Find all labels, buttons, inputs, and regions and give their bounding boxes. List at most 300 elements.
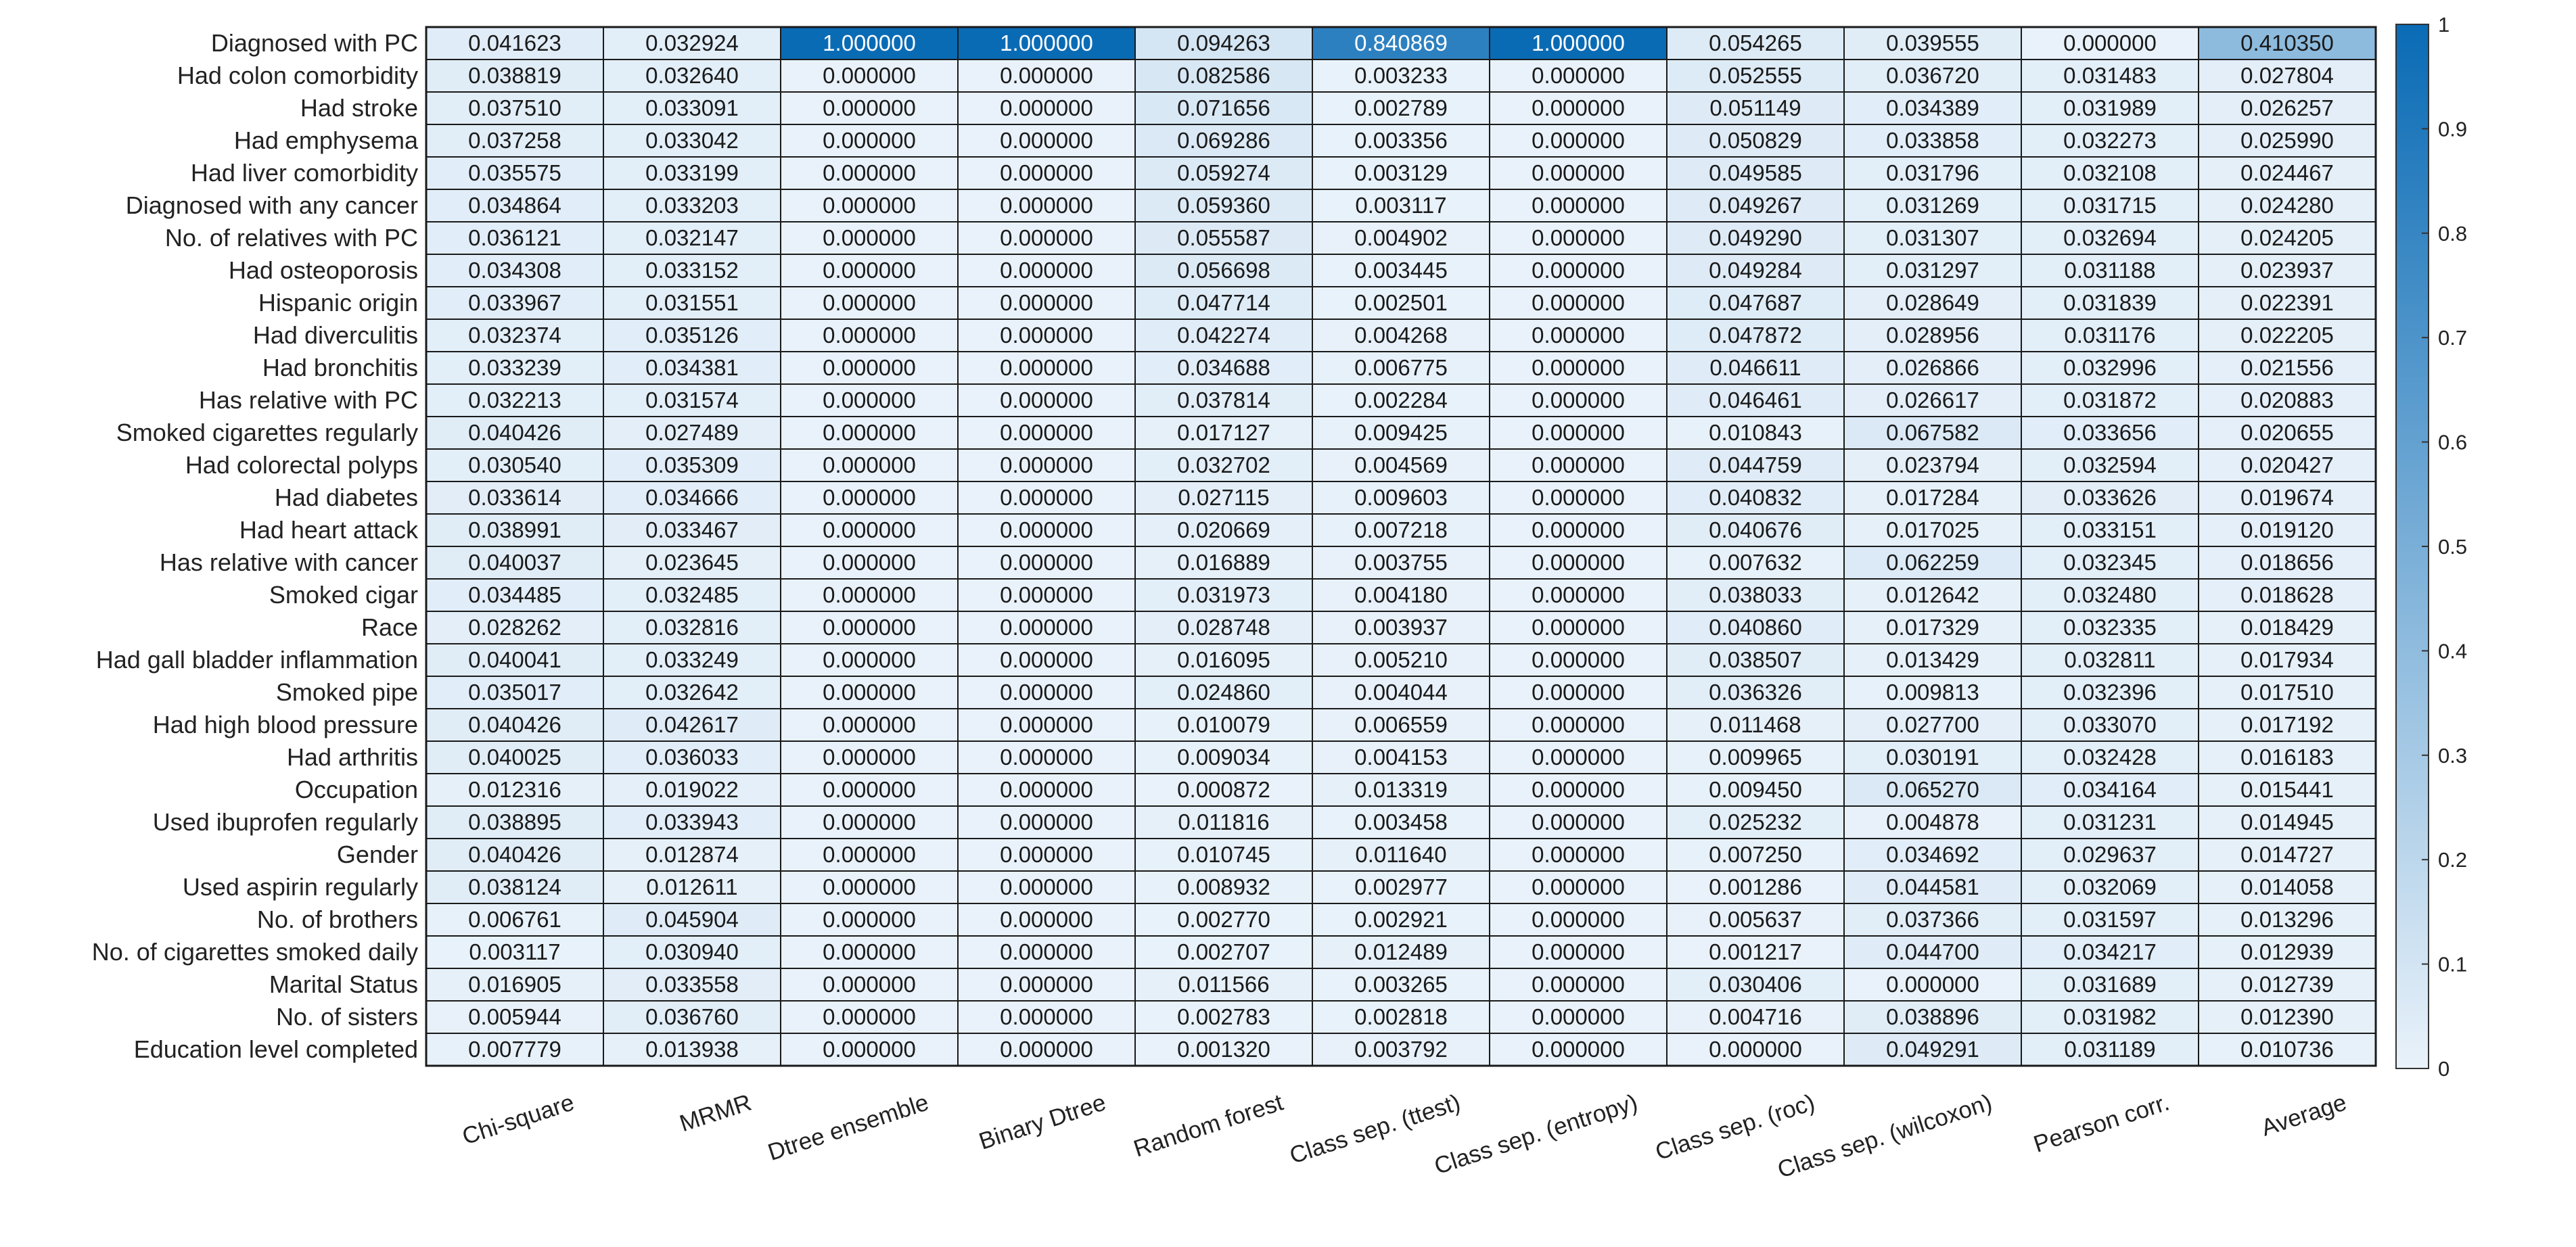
cell-value-label: 0.013429 — [1886, 647, 1979, 672]
cell-value-label: 0.015441 — [2240, 777, 2334, 802]
cell-value-label: 0.033656 — [2063, 420, 2157, 445]
colorbar-tick-label: 0.9 — [2438, 117, 2468, 141]
cell-value-label: 0.000000 — [823, 193, 916, 218]
cell-value-label: 0.011566 — [1178, 972, 1270, 997]
colorbar-tick-label: 0.1 — [2438, 952, 2468, 977]
cell-value-label: 0.013319 — [1354, 777, 1448, 802]
cell-value-label: 0.071656 — [1177, 95, 1270, 120]
column-label: Class sep. (entropy) — [1431, 1089, 1641, 1180]
cell-value-label: 0.026617 — [1886, 387, 1979, 413]
cell-value-label: 0.040426 — [468, 712, 561, 737]
cell-value-label: 1.000000 — [823, 30, 916, 55]
cell-value-label: 0.000000 — [1532, 420, 1625, 445]
cell-value-label: 0.026257 — [2240, 95, 2334, 120]
row-label: Had diabetes — [274, 484, 418, 511]
cell-value-label: 0.000000 — [1000, 95, 1093, 120]
cell-value-label: 0.034864 — [468, 193, 561, 218]
cell-value-label: 0.059360 — [1177, 193, 1270, 218]
cell-value-label: 0.012489 — [1354, 939, 1448, 964]
cell-value-label: 0.036121 — [468, 225, 561, 250]
cell-value-label: 0.000000 — [1000, 680, 1093, 705]
cell-value-label: 0.033558 — [645, 972, 739, 997]
cell-value-label: 0.038991 — [468, 517, 561, 542]
cell-value-label: 0.013296 — [2240, 907, 2334, 932]
cell-value-label: 0.094263 — [1177, 30, 1270, 55]
cell-value-label: 0.046611 — [1709, 355, 1801, 380]
cell-value-label: 0.023794 — [1886, 452, 1979, 477]
colorbar-tick-label: 0.6 — [2438, 430, 2468, 454]
cell-value-label: 0.032811 — [2064, 647, 2156, 672]
cell-value-label: 0.000000 — [1532, 680, 1625, 705]
cell-value-label: 0.033467 — [645, 517, 739, 542]
cell-value-label: 0.023937 — [2240, 258, 2334, 283]
cell-value-label: 0.002284 — [1354, 387, 1448, 413]
cell-value-label: 1.000000 — [1532, 30, 1625, 55]
column-label: Class sep. (roc) — [1652, 1089, 1818, 1166]
cell-value-label: 0.006559 — [1354, 712, 1448, 737]
cell-value-label: 0.000000 — [1532, 582, 1625, 607]
row-label: Marital Status — [269, 970, 418, 998]
cell-value-label: 0.004153 — [1354, 745, 1448, 770]
cell-value-label: 0.036720 — [1886, 63, 1979, 88]
row-label: Had colorectal polyps — [185, 451, 418, 479]
cell-value-label: 0.028262 — [468, 615, 561, 640]
cell-value-label: 0.017510 — [2240, 680, 2334, 705]
cell-value-label: 0.040676 — [1709, 517, 1802, 542]
cell-value-label: 0.034308 — [468, 258, 561, 283]
cell-value-label: 0.009813 — [1886, 680, 1979, 705]
cell-value-label: 0.004716 — [1709, 1004, 1802, 1029]
row-label: Has relative with PC — [198, 386, 418, 414]
cell-value-label: 0.000000 — [823, 355, 916, 380]
cell-value-label: 0.021556 — [2240, 355, 2334, 380]
cell-value-label: 0.032374 — [468, 323, 561, 348]
cell-value-label: 0.000000 — [1532, 128, 1625, 153]
cell-value-label: 0.000000 — [1000, 193, 1093, 218]
cell-value-label: 0.031297 — [1886, 258, 1979, 283]
colorbar-tick-label: 0.2 — [2438, 848, 2468, 872]
cell-value-label: 0.000000 — [1532, 712, 1625, 737]
cell-value-label: 0.032069 — [2063, 874, 2157, 899]
cell-value-label: 0.004180 — [1354, 582, 1448, 607]
cell-value-label: 0.038033 — [1709, 582, 1802, 607]
cell-value-label: 0.000000 — [1532, 972, 1625, 997]
column-label: Binary Dtree — [975, 1089, 1109, 1155]
cell-value-label: 0.033239 — [468, 355, 561, 380]
cell-value-label: 0.005210 — [1354, 647, 1448, 672]
cell-value-label: 0.049290 — [1709, 225, 1802, 250]
cell-value-label: 0.054265 — [1709, 30, 1802, 55]
heatmap-grid — [426, 27, 2376, 1066]
cell-value-label: 0.037814 — [1177, 387, 1270, 413]
cell-value-label: 0.027804 — [2240, 63, 2334, 88]
cell-value-label: 0.031597 — [2063, 907, 2157, 932]
cell-value-label: 0.000000 — [1000, 777, 1093, 802]
colorbar — [2396, 13, 2467, 1081]
cell-value-label: 0.003117 — [1355, 193, 1447, 218]
cell-value-label: 0.031483 — [2063, 63, 2157, 88]
cell-value-label: 0.000000 — [1532, 1037, 1625, 1062]
cell-value-label: 0.004044 — [1354, 680, 1448, 705]
cell-value-label: 0.034164 — [2063, 777, 2157, 802]
cell-value-label: 0.038124 — [468, 874, 561, 899]
cell-value-label: 0.000000 — [1000, 712, 1093, 737]
cell-value-label: 0.034381 — [645, 355, 739, 380]
cell-value-label: 0.410350 — [2240, 30, 2334, 55]
row-label: Occupation — [294, 776, 418, 803]
cell-value-label: 0.049284 — [1709, 258, 1802, 283]
cell-value-label: 0.000000 — [823, 485, 916, 510]
cell-value-label: 0.033091 — [645, 95, 739, 120]
cell-value-label: 0.019022 — [645, 777, 739, 802]
cell-value-label: 0.031269 — [1886, 193, 1979, 218]
cell-value-label: 0.033943 — [645, 809, 739, 834]
column-label: Chi-square — [459, 1089, 578, 1150]
cell-value-label: 0.026866 — [1886, 355, 1979, 380]
cell-value-label: 0.017284 — [1886, 485, 1979, 510]
cell-value-label: 0.032108 — [2063, 160, 2157, 185]
cell-value-label: 0.032396 — [2063, 680, 2157, 705]
cell-value-label: 0.000000 — [823, 809, 916, 834]
cell-value-label: 0.033626 — [2063, 485, 2157, 510]
column-label: Random forest — [1130, 1089, 1287, 1162]
cell-value-label: 0.000000 — [823, 95, 916, 120]
row-label: Education level completed — [133, 1035, 418, 1063]
cell-value-label: 0.046461 — [1709, 387, 1802, 413]
cell-value-label: 0.020427 — [2240, 452, 2334, 477]
cell-value-label: 0.011640 — [1355, 842, 1447, 867]
cell-value-label: 0.009450 — [1709, 777, 1802, 802]
cell-value-label: 0.016095 — [1177, 647, 1270, 672]
cell-value-label: 0.034217 — [2063, 939, 2157, 964]
cell-value-label: 0.036033 — [645, 745, 739, 770]
cell-value-label: 0.037258 — [468, 128, 561, 153]
cell-value-label: 0.003117 — [469, 939, 561, 964]
cell-value-label: 0.017329 — [1886, 615, 1979, 640]
cell-value-label: 0.020655 — [2240, 420, 2334, 445]
cell-value-label: 0.000000 — [1532, 452, 1625, 477]
cell-value-label: 0.031231 — [2063, 809, 2157, 834]
cell-value-label: 0.032485 — [645, 582, 739, 607]
colorbar-tick-label: 0.7 — [2438, 326, 2468, 350]
cell-value-label: 0.028748 — [1177, 615, 1270, 640]
cell-value-label: 0.002783 — [1177, 1004, 1270, 1029]
cell-value-label: 0.044581 — [1886, 874, 1979, 899]
cell-value-label: 0.041623 — [468, 30, 561, 55]
cell-value-label: 0.000000 — [823, 420, 916, 445]
row-label: Hispanic origin — [258, 289, 418, 316]
row-label: Has relative with cancer — [159, 548, 418, 576]
cell-value-label: 0.032702 — [1177, 452, 1270, 477]
cell-value-label: 0.000000 — [823, 972, 916, 997]
colorbar-tick-label: 1 — [2438, 13, 2450, 37]
cell-value-label: 0.032594 — [2063, 452, 2157, 477]
cell-value-label: 0.020883 — [2240, 387, 2334, 413]
cell-value-label: 0.024280 — [2240, 193, 2334, 218]
cell-value-label: 0.000000 — [1532, 907, 1625, 932]
cell-value-label: 0.000000 — [1000, 939, 1093, 964]
cell-value-label: 0.012939 — [2240, 939, 2334, 964]
cell-value-label: 0.000000 — [1532, 777, 1625, 802]
cell-value-label: 0.032147 — [645, 225, 739, 250]
cell-value-label: 0.000000 — [1000, 842, 1093, 867]
cell-value-label: 0.033070 — [2063, 712, 2157, 737]
cell-value-label: 0.000000 — [1000, 355, 1093, 380]
cell-value-label: 0.044759 — [1709, 452, 1802, 477]
colorbar-tick-label: 0.4 — [2438, 639, 2468, 663]
row-label: Gender — [336, 841, 418, 868]
row-label: Had high blood pressure — [152, 711, 418, 738]
cell-value-label: 0.032480 — [2063, 582, 2157, 607]
cell-value-label: 0.002977 — [1354, 874, 1448, 899]
cell-value-label: 0.024860 — [1177, 680, 1270, 705]
cell-value-label: 0.000000 — [1000, 258, 1093, 283]
cell-value-label: 0.000000 — [1000, 128, 1093, 153]
cell-value-label: 0.000000 — [1000, 1004, 1093, 1029]
cell-value-label: 0.038819 — [468, 63, 561, 88]
row-label: Had arthritis — [286, 743, 418, 771]
cell-value-label: 0.004268 — [1354, 323, 1448, 348]
cell-value-label: 0.012874 — [645, 842, 739, 867]
cell-value-label: 0.031189 — [2064, 1037, 2156, 1062]
cell-value-label: 0.037510 — [468, 95, 561, 120]
cell-value-label: 0.038896 — [1886, 1004, 1979, 1029]
row-label: No. of relatives with PC — [164, 224, 418, 252]
cell-value-label: 0.000000 — [1000, 582, 1093, 607]
cell-value-label: 0.032428 — [2063, 745, 2157, 770]
cell-value-label: 0.032213 — [468, 387, 561, 413]
cell-value-label: 0.000000 — [1532, 160, 1625, 185]
cell-value-label: 0.003755 — [1354, 550, 1448, 575]
cell-value-label: 0.000000 — [823, 1004, 916, 1029]
cell-value-label: 0.004902 — [1354, 225, 1448, 250]
cell-value-label: 0.000000 — [823, 582, 916, 607]
row-label: No. of brothers — [256, 905, 418, 933]
column-label: MRMR — [676, 1089, 755, 1137]
cell-value-label: 0.000000 — [1000, 550, 1093, 575]
row-label: Smoked cigar — [269, 581, 418, 609]
row-label: Had diverculitis — [252, 321, 418, 349]
cell-value-label: 0.000000 — [1886, 972, 1979, 997]
cell-value-label: 0.000000 — [1000, 160, 1093, 185]
cell-value-label: 0.000000 — [1000, 647, 1093, 672]
cell-value-label: 0.007632 — [1709, 550, 1802, 575]
cell-value-label: 0.036760 — [645, 1004, 739, 1029]
cell-value-label: 0.033203 — [645, 193, 739, 218]
cell-value-label: 0.022205 — [2240, 323, 2334, 348]
cell-value-label: 0.000000 — [823, 712, 916, 737]
cell-value-label: 0.010843 — [1709, 420, 1802, 445]
cell-value-label: 0.006761 — [468, 907, 561, 932]
cell-value-label: 0.065270 — [1886, 777, 1979, 802]
cell-value-label: 0.017934 — [2240, 647, 2334, 672]
cell-value-label: 0.035575 — [468, 160, 561, 185]
cell-value-label: 0.003129 — [1354, 160, 1448, 185]
cell-value-label: 0.031176 — [2064, 323, 2156, 348]
cell-value-label: 0.029637 — [2063, 842, 2157, 867]
cell-value-label: 0.033967 — [468, 290, 561, 315]
cell-value-label: 0.017192 — [2240, 712, 2334, 737]
cell-value-label: 0.000000 — [2063, 30, 2157, 55]
cell-value-label: 0.002770 — [1177, 907, 1270, 932]
colorbar-tick-label: 0.8 — [2438, 221, 2468, 245]
cell-value-label: 0.000000 — [823, 225, 916, 250]
cell-value-label: 0.050829 — [1709, 128, 1802, 153]
cell-value-label: 0.000000 — [1000, 420, 1093, 445]
cell-value-label: 0.031188 — [2064, 258, 2156, 283]
cell-value-label: 0.033199 — [645, 160, 739, 185]
cell-value-label: 0.000872 — [1177, 777, 1270, 802]
column-label: Dtree ensemble — [764, 1089, 932, 1166]
row-label: Had heart attack — [239, 516, 418, 544]
cell-value-label: 0.024205 — [2240, 225, 2334, 250]
cell-value-label: 0.000000 — [1532, 615, 1625, 640]
cell-value-label: 0.045904 — [645, 907, 739, 932]
cell-value-label: 0.011468 — [1709, 712, 1801, 737]
cell-value-label: 0.047872 — [1709, 323, 1802, 348]
cell-value-label: 0.040025 — [468, 745, 561, 770]
cell-value-label: 0.000000 — [1532, 874, 1625, 899]
cell-value-label: 0.000000 — [1000, 907, 1093, 932]
cell-value-label: 0.031574 — [645, 387, 739, 413]
cell-value-label: 0.013938 — [645, 1037, 739, 1062]
cell-value-label: 0.022391 — [2240, 290, 2334, 315]
cell-value-label: 0.042617 — [645, 712, 739, 737]
row-label: Had gall bladder inflammation — [95, 646, 418, 674]
cell-value-label: 0.005637 — [1709, 907, 1802, 932]
cell-value-label: 0.000000 — [1000, 323, 1093, 348]
cell-value-label: 0.034666 — [645, 485, 739, 510]
cell-value-label: 0.000000 — [823, 452, 916, 477]
cell-value-label: 0.040426 — [468, 420, 561, 445]
cell-value-label: 0.012390 — [2240, 1004, 2334, 1029]
cell-value-label: 0.003458 — [1354, 809, 1448, 834]
cell-value-label: 0.047714 — [1177, 290, 1270, 315]
cell-value-label: 0.017127 — [1177, 420, 1270, 445]
cell-value-label: 0.007779 — [468, 1037, 561, 1062]
cell-value-label: 0.044700 — [1886, 939, 1979, 964]
cell-value-label: 0.030406 — [1709, 972, 1802, 997]
cell-value-label: 0.000000 — [823, 517, 916, 542]
cell-value-label: 0.025990 — [2240, 128, 2334, 153]
cell-value-label: 0.003445 — [1354, 258, 1448, 283]
column-label: Class sep. (wilcoxon) — [1774, 1089, 1996, 1183]
cell-value-label: 0.030191 — [1886, 745, 1979, 770]
cell-value-label: 0.000000 — [1532, 1004, 1625, 1029]
cell-value-label: 0.019120 — [2240, 517, 2334, 542]
cell-value-label: 0.001286 — [1709, 874, 1802, 899]
cell-value-label: 0.032640 — [645, 63, 739, 88]
cell-value-label: 0.027115 — [1178, 485, 1270, 510]
cell-value-label: 0.003233 — [1354, 63, 1448, 88]
cell-value-label: 0.000000 — [1000, 874, 1093, 899]
cell-value-label: 0.028956 — [1886, 323, 1979, 348]
cell-value-label: 0.032694 — [2063, 225, 2157, 250]
cell-value-label: 0.000000 — [823, 258, 916, 283]
cell-value-label: 0.000000 — [1532, 745, 1625, 770]
cell-value-label: 0.018656 — [2240, 550, 2334, 575]
row-label: Race — [361, 613, 418, 641]
cell-value-label: 0.002818 — [1354, 1004, 1448, 1029]
cell-value-label: 0.012642 — [1886, 582, 1979, 607]
cell-value-label: 0.033151 — [2063, 517, 2157, 542]
cell-value-label: 0.003265 — [1354, 972, 1448, 997]
cell-value-label: 0.031989 — [2063, 95, 2157, 120]
cell-value-label: 0.031689 — [2063, 972, 2157, 997]
cell-value-label: 0.000000 — [1532, 387, 1625, 413]
cell-value-label: 0.014945 — [2240, 809, 2334, 834]
cell-value-label: 0.000000 — [1532, 323, 1625, 348]
row-label: No. of cigarettes smoked daily — [91, 938, 418, 966]
cell-value-label: 0.082586 — [1177, 63, 1270, 88]
row-label: Had liver comorbidity — [190, 159, 418, 187]
cell-value-label: 0.007218 — [1354, 517, 1448, 542]
cell-value-label: 0.001217 — [1709, 939, 1802, 964]
cell-value-label: 0.042274 — [1177, 323, 1270, 348]
cell-value-label: 0.000000 — [823, 842, 916, 867]
cell-value-label: 0.018429 — [2240, 615, 2334, 640]
cell-value-label: 0.003792 — [1354, 1037, 1448, 1062]
cell-value-label: 0.040832 — [1709, 485, 1802, 510]
cell-value-label: 0.025232 — [1709, 809, 1802, 834]
cell-value-label: 0.000000 — [1532, 225, 1625, 250]
cell-value-label: 0.000000 — [1000, 615, 1093, 640]
column-labels — [459, 1089, 2350, 1183]
cell-value-label: 0.000000 — [1532, 193, 1625, 218]
cell-value-label: 0.051149 — [1709, 95, 1801, 120]
cell-value-label: 0.033614 — [468, 485, 561, 510]
cell-value-label: 0.000000 — [823, 387, 916, 413]
cell-value-label: 0.034389 — [1886, 95, 1979, 120]
cell-value-label: 1.000000 — [1000, 30, 1093, 55]
row-label: Diagnosed with any cancer — [125, 191, 418, 219]
cell-value-label: 0.030540 — [468, 452, 561, 477]
cell-value-label: 0.010745 — [1177, 842, 1270, 867]
cell-value-label: 0.055587 — [1177, 225, 1270, 250]
cell-value-label: 0.000000 — [1000, 972, 1093, 997]
cell-value-label: 0.059274 — [1177, 160, 1270, 185]
row-label: Smoked pipe — [275, 678, 418, 706]
cell-value-label: 0.039555 — [1886, 30, 1979, 55]
cell-value-label: 0.000000 — [823, 290, 916, 315]
colorbar-tick-label: 0 — [2438, 1057, 2450, 1081]
cell-value-label: 0.000000 — [1000, 745, 1093, 770]
row-label: Had bronchitis — [262, 354, 418, 381]
cell-value-label: 0.000000 — [1532, 355, 1625, 380]
cell-value-label: 0.009965 — [1709, 745, 1802, 770]
cell-value-label: 0.012739 — [2240, 972, 2334, 997]
cell-value-label: 0.007250 — [1709, 842, 1802, 867]
cell-value-label: 0.000000 — [823, 777, 916, 802]
cell-value-label: 0.031973 — [1177, 582, 1270, 607]
cell-value-label: 0.000000 — [1000, 290, 1093, 315]
cell-value-label: 0.018628 — [2240, 582, 2334, 607]
cell-value-label: 0.008932 — [1177, 874, 1270, 899]
cell-value-label: 0.040426 — [468, 842, 561, 867]
cell-value-label: 0.001320 — [1177, 1037, 1270, 1062]
cell-value-label: 0.024467 — [2240, 160, 2334, 185]
cell-value-label: 0.003356 — [1354, 128, 1448, 153]
cell-value-label: 0.031982 — [2063, 1004, 2157, 1029]
cell-value-label: 0.027700 — [1886, 712, 1979, 737]
cell-value-label: 0.000000 — [1709, 1037, 1802, 1062]
cell-value-label: 0.037366 — [1886, 907, 1979, 932]
row-label: Had emphysema — [233, 126, 418, 154]
cell-value-label: 0.032273 — [2063, 128, 2157, 153]
cell-value-label: 0.033042 — [645, 128, 739, 153]
cell-value-label: 0.000000 — [823, 647, 916, 672]
cell-value-label: 0.840869 — [1354, 30, 1448, 55]
